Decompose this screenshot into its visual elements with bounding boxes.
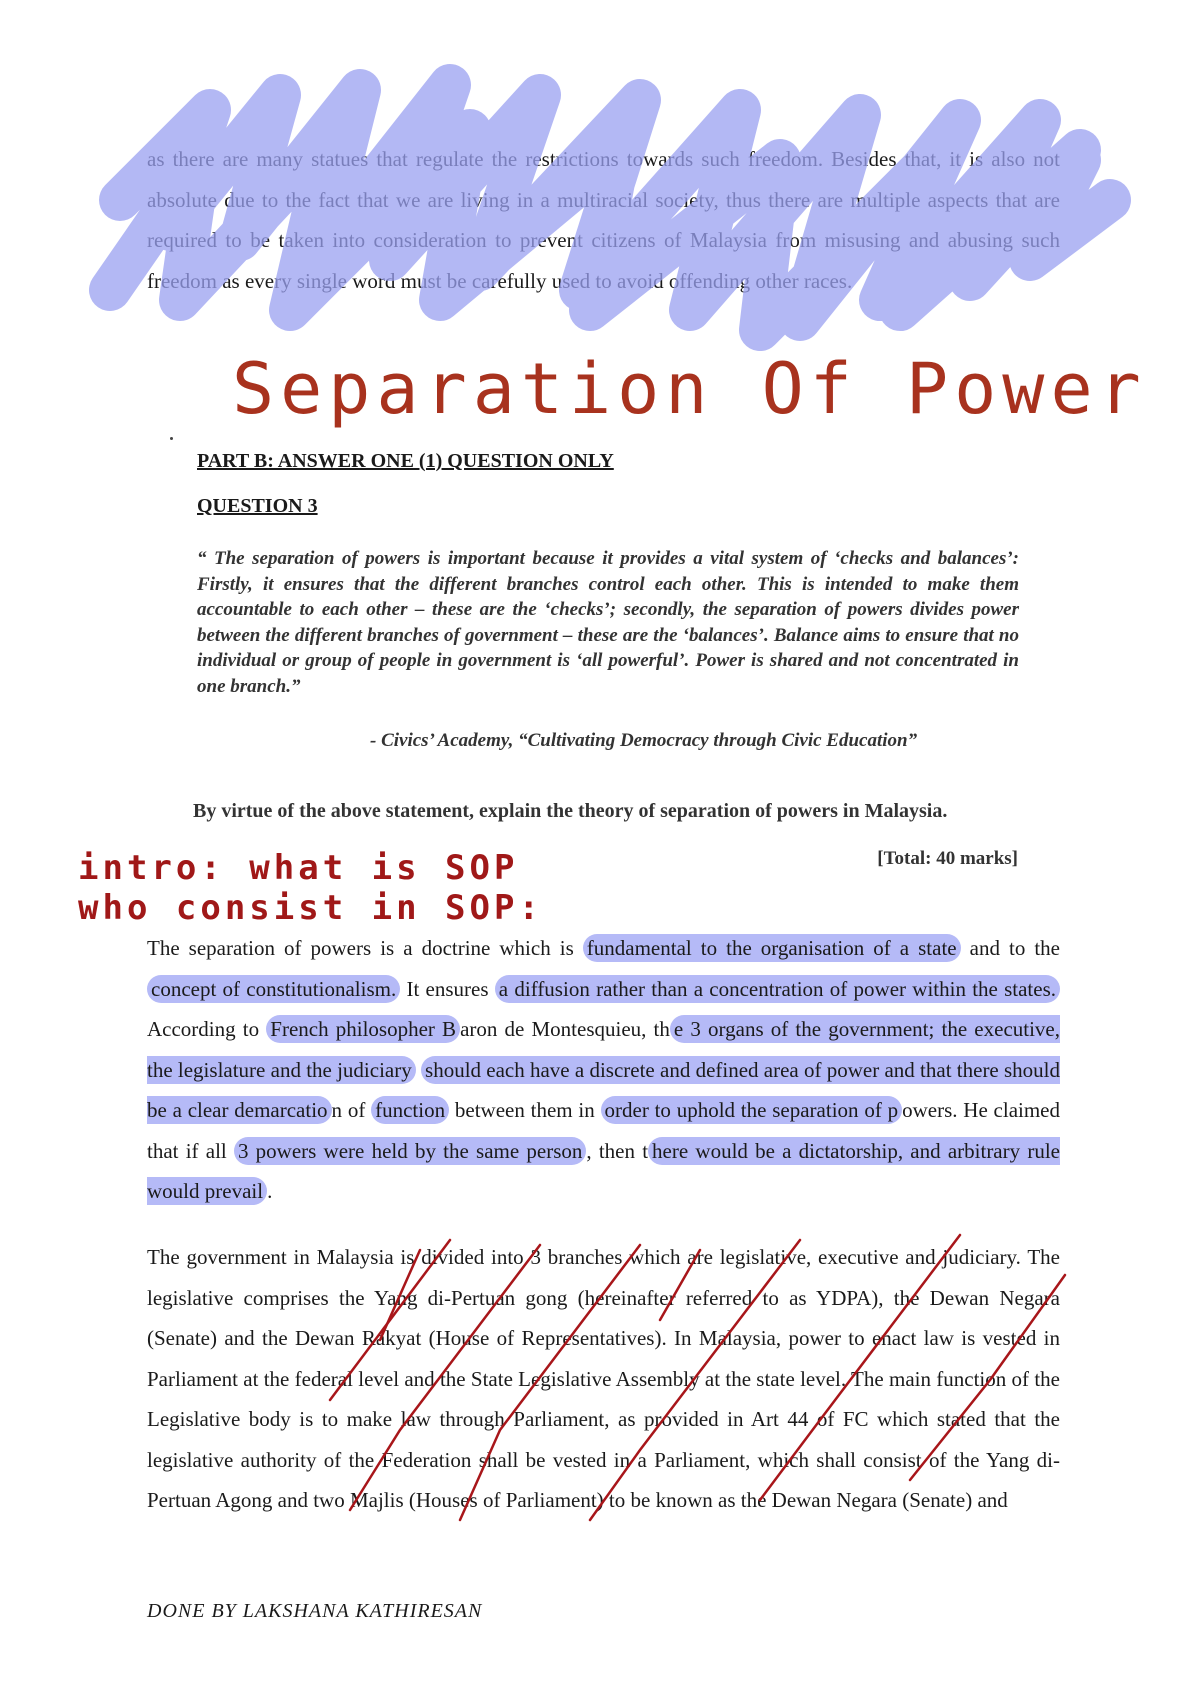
text-span: and to the — [960, 936, 1060, 960]
highlight: a diffusion rather than a concentration of power within the states. — [495, 975, 1060, 1003]
text-span: n of — [331, 1098, 372, 1122]
highlight: function — [371, 1096, 449, 1124]
highlight: e 3 organs of the government; the executive, the legislature and the judiciary — [147, 1017, 1061, 1082]
text-span: . — [267, 1179, 273, 1203]
handwritten-note-line-2: who consist in SOP: — [78, 888, 543, 928]
text-span: aron de Montesquieu, th — [460, 1017, 670, 1041]
highlight: should each have a discrete and defined area of power and that there should be a clear demarcatio — [147, 1057, 1061, 1122]
top-paragraph: as there are many statues that regulate the restrictions towards such freedom. Besides that, it is also not absolute due to the fact that we are living in a multiracial society, thus there are multiple aspects that are required to be taken into consideration to prevent citizens of Malaysia from misusing and abusing such freedom as every single word must be carefully used to avoid offending other races. — [147, 147, 1060, 293]
text-span: , then t — [586, 1138, 649, 1163]
footer-author: DONE BY LAKSHANA KATHIRESAN — [147, 1600, 483, 1622]
text-span: owers. He claimed that if all — [147, 1098, 1061, 1163]
question-text: By virtue of the above statement, explain the theory of separation of powers in Malaysia. — [193, 800, 948, 822]
text-span: It ensures — [400, 976, 495, 1001]
paragraph-1 — [147, 928, 1060, 1212]
highlight: here would be a dictatorship, and arbitrary rule would prevail — [147, 1138, 1060, 1203]
paragraph-2: The government in Malaysia is divided into 3 branches which are legislative, executive and judiciary. The legislative comprises the Yang di-Pertuan gong (hereinafter referred to as YDPA), the Dewan Negara (Senate) and the Dewan Rakyat (House of Representatives). In Malaysia, power to enact law is vested in Parliament at the federal level and the State Legislative Assembly at the state level. The main function of the Legislative body is to make law through Parliament, as provided in Art 44 of FC which stated that the legislative authority of the Federation shall be vested in a Parliament, which shall consist of the Yang di-Pertuan Agong and two Majlis (Houses of Parliament) to be known as the Dewan Negara (Senate) and — [147, 1245, 1060, 1512]
text-span: The separation of powers is a doctrine which is — [147, 936, 583, 960]
quote-attribution: - Civics’ Academy, “Cultivating Democracy through Civic Education” — [370, 730, 918, 751]
part-b-heading: PART B: ANSWER ONE (1) QUESTION ONLY — [197, 450, 614, 472]
highlight: concept of constitutionalism. — [147, 975, 400, 1003]
highlight: fundamental to the organisation of a state — [583, 934, 961, 962]
text-span: According to — [147, 1017, 267, 1041]
quote-block: “ The separation of powers is important because it provides a vital system of ‘checks and balances’: Firstly, it ensures that the different branches control each other. This is intended to make them accountable to each other – these are the ‘checks’; secondly, the separation of powers divides power between the different branches of government – these are the ‘balances’. Balance aims to ensure that no individual or group of people in government is ‘all powerful’. Power is shared and not concentrated in one branch.” — [197, 548, 1019, 697]
speck — [170, 437, 173, 440]
highlight: 3 powers were held by the same person — [234, 1137, 586, 1165]
handwritten-note-line-1: intro: what is SOP — [78, 848, 519, 888]
question-label: QUESTION 3 — [197, 495, 318, 517]
total-marks: [Total: 40 marks] — [877, 848, 1018, 869]
text-span: between them in — [449, 1098, 601, 1122]
handwritten-note — [78, 848, 543, 928]
handwritten-title: Separation Of Power — [232, 348, 1147, 430]
highlight: French philosopher B — [266, 1015, 460, 1043]
highlight: order to uphold the separation of p — [601, 1096, 903, 1124]
